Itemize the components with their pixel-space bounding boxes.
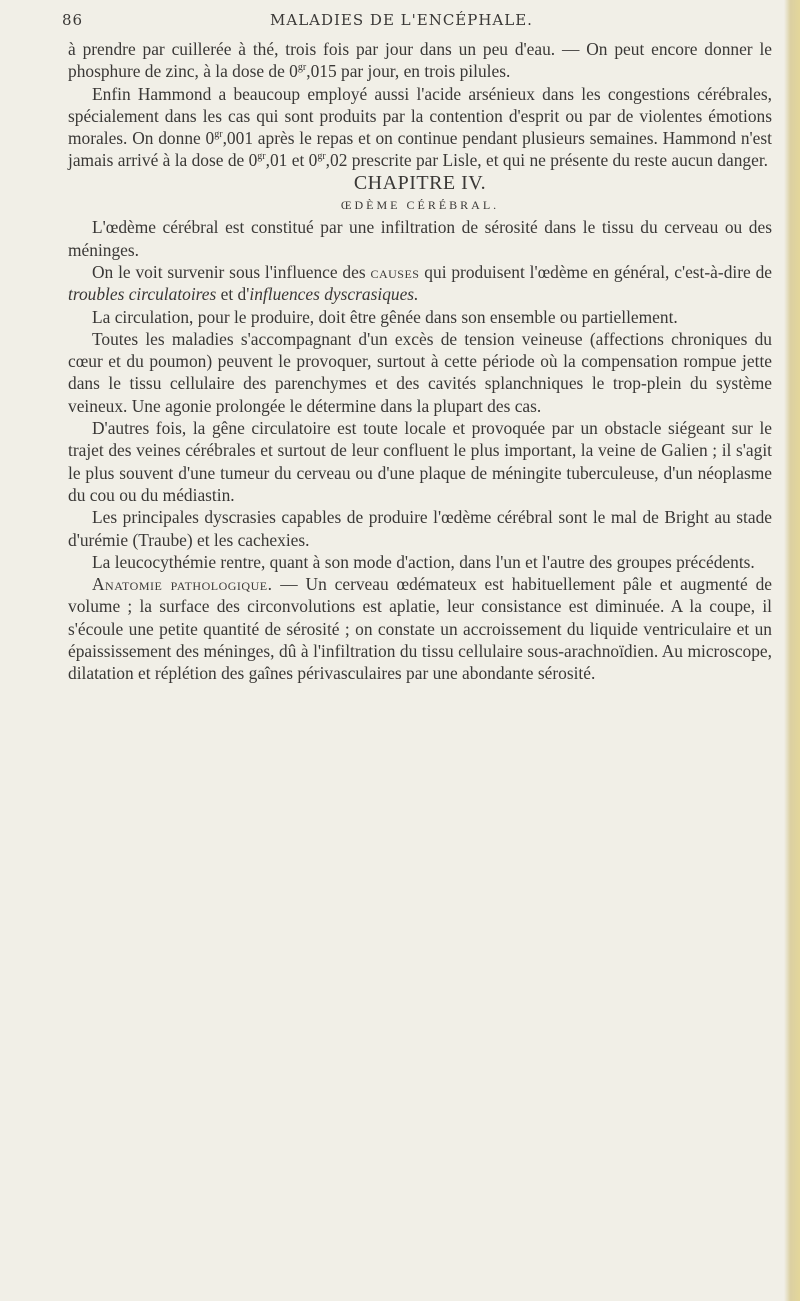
body-text — [68, 38, 772, 685]
chapter-subtitle: ŒDÈME CÉRÉBRAL. — [340, 198, 500, 213]
paragraph-circulation: La circulation, pour le produire, doit être gênée dans son ensemble ou partiellement. — [92, 306, 678, 327]
paragraph-causes: On le voit survenir sous l'influence des causes qui produisent l'œdème en général, c'est-à-dire de troubles circulatoires et d'influences dyscrasiques. — [68, 261, 772, 305]
paragraph-continuation-1: à prendre par cuillerée à thé, trois fois par jour dans un peu d'eau. — On peut encore donner le phosphure de zinc, à la dose de $0^{gr},015$ par jour, en trois pilules. — [68, 39, 772, 82]
running-header — [0, 0, 800, 40]
chapter-title: CHAPITRE IV. — [353, 171, 487, 194]
page-edge-shadow — [784, 0, 800, 1301]
paragraph-leucocythemie: La leucocythémie rentre, quant à son mode d'action, dans l'un et l'autre des groupes précédents. — [92, 551, 755, 572]
paragraph-continuation-2: Enfin Hammond a beaucoup employé aussi l'acide arsénieux dans les congestions cérébrales, spécialement dans les cas qui sont produits par la contention d'esprit ou par de violentes émotions morales. On donne $0^{gr},001$ après le repas et on continue pendant plusieurs semaines. Hammond n'est jamais arrivé à la dose de $0^{gr},01$ et $0^{gr},02$ prescrite par Lisle, et qui ne présente du reste aucun danger. — [68, 83, 772, 171]
paragraph-dyscrasies: Les principales dyscrasies capables de produire l'œdème cérébral sont le mal de Bright au stade d'urémie (Traube) et les cachexies. — [68, 507, 772, 550]
paragraph-anatomie: Anatomie pathologique. — Un cerveau œdémateux est habituellement pâle et augmenté de volume ; la surface des circonvolutions est aplatie, leur consistance est diminuée. A la coupe, il s'écoule une petite quantité de sérosité ; on constate un accroissement du liquide ventriculaire et un épaississement des méninges, dû à l'infiltration du tissu cellulaire sous-arachnoïdien. Au microscope, dilatation et réplétion des gaînes périvasculaires par une abondante sérosité. — [68, 574, 772, 684]
page-number: 86 — [62, 11, 84, 29]
paragraph-maladies: Toutes les maladies s'accompagnant d'un excès de tension veineuse (affections chroniques du cœur et du poumon) peuvent le provoquer, surtout à cette période où la compensation rompue jette dans le tissu cellulaire des parenchymes et des cavités splanchniques le trop-plein du système veineux. Une agonie prolongée le détermine dans la plupart des cas. — [68, 328, 772, 416]
running-title: MALADIES DE L'ENCÉPHALE. — [270, 11, 533, 29]
paragraph-definition: L'œdème cérébral est constitué par une infiltration de sérosité dans le tissu du cerveau ou des méninges. — [68, 217, 772, 260]
paragraph-gene-locale: D'autres fois, la gêne circulatoire est toute locale et provoquée par un obstacle siégeant sur le trajet des veines cérébrales et surtout de leur confluent le plus important, la veine de Galien ; il s'agit le plus souvent d'une tumeur du cerveau ou d'une plaque de méningite tuberculeuse, d'un néoplasme du cou ou du médiastin. — [68, 418, 772, 505]
